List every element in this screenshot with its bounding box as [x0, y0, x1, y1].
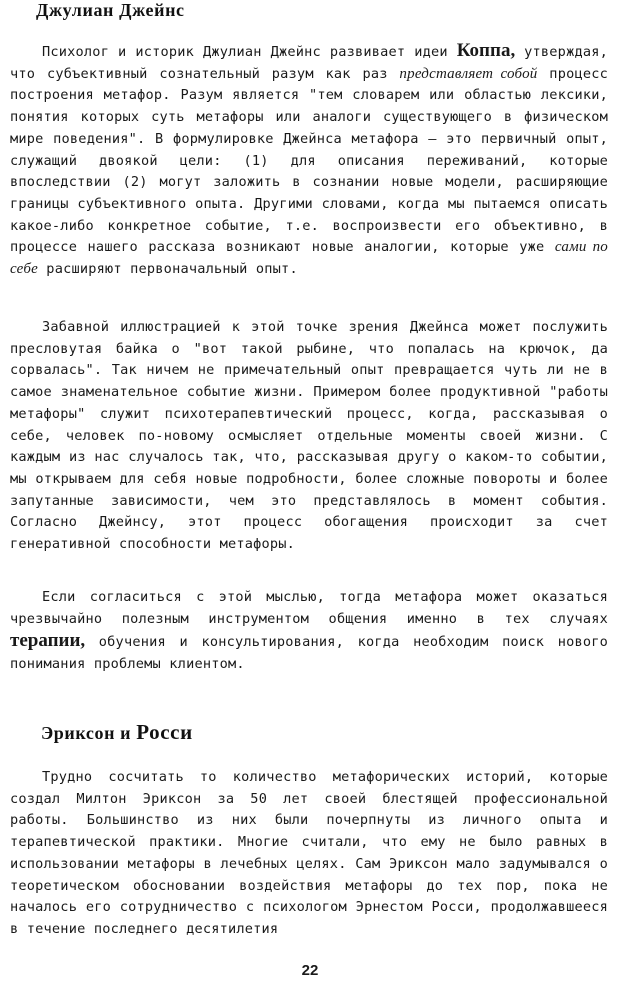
- paragraph-text: расширяют первоначальный опыт.: [37, 261, 298, 278]
- heading-text-rossi: Росси: [136, 720, 193, 744]
- section-heading-jaynes: Джулиан Джейнс: [36, 0, 185, 20]
- emphasized-word-therapy: терапии,: [10, 630, 86, 652]
- italic-phrase: сами по себе: [10, 239, 609, 278]
- paragraph-text: обучения и консультирования, когда необходим поиск нового понимания проблемы клиентом.: [10, 634, 608, 673]
- paragraph-text: процесс построения метафор. Разум является "тем словарем или областью лексики, понятия которых суть метафоры или аналоги существующего в физическом мире поведения". В формулировке Джейнса метафора — это первичный опыт, служащий двоякой цели: (1) для описания переживаний, которые впоследствии (2) могут заложить в сознании новые модели, расширяющие границы субъективного опыта. Другими словами, когда мы пытаемся описать какое-либо конкретное событие, т.е. воспроизвести его объективно, в процессе нашего рассказа возникают новые аналогии, которые уже: [10, 65, 608, 256]
- emphasized-word-kopp: Коппа,: [456, 40, 516, 61]
- paragraph-jaynes-2: Забавной иллюстрацией к этой точке зрения Джейнса может послужить пресловутая байка о "вот такой рыбине, что попалась на крючок, да сорвалась". Так ничем не примечательный опыт превращается чуть ли не в самое знаменательное событие жизни. Примером более продуктивной "работы метафоры" служит психотерапевтический процесс, когда, рассказывая о себе, человек по-новому осмысляет отдельные моменты своей жизни. С каждым из нас случалось так, что, рассказывая другу о каком-то событии, мы открываем для себя новые подробности, более сложные повороты и более запутанные зависимости, чем это представлялось в момент события. Согласно Джейнсу, этот процесс обогащения происходит за счет генеративной способности метафоры.: [10, 319, 608, 553]
- page-number: 22: [301, 962, 319, 979]
- paragraph-text: утверждая, что субъективный сознательный разум как раз: [10, 44, 608, 82]
- section-heading-erickson-rossi: [41, 720, 193, 745]
- italic-phrase: представляет собой: [399, 65, 538, 82]
- paragraph-jaynes-3: [10, 587, 608, 676]
- heading-text: Эриксон и: [41, 723, 137, 743]
- paragraph-text: Если согласиться с этой мыслью, тогда метафора может оказаться чрезвычайно полезным инструментом общения именно в тех случаях: [10, 589, 608, 627]
- paragraph-erickson-1: Трудно сосчитать то количество метафорических историй, которые создал Милтон Эриксон за 50 лет своей блестящей профессиональной работы. Большинство из них были почерпнуты из личного опыта и терапевтической практики. Многие считали, что ему не было равных в использовании метафоры в лечебных целях. Сам Эриксон мало задумывался о теоретическом обосновании воздействия метафоры до тех пор, пока не началось его сотрудничество с психологом Эрнестом Росси, продолжавшееся в течение последнего десятилетия: [10, 769, 608, 937]
- paragraph-text: Психолог и историк Джулиан Джейнс развивает идеи: [42, 44, 457, 60]
- paragraph-jaynes-1: [10, 40, 608, 281]
